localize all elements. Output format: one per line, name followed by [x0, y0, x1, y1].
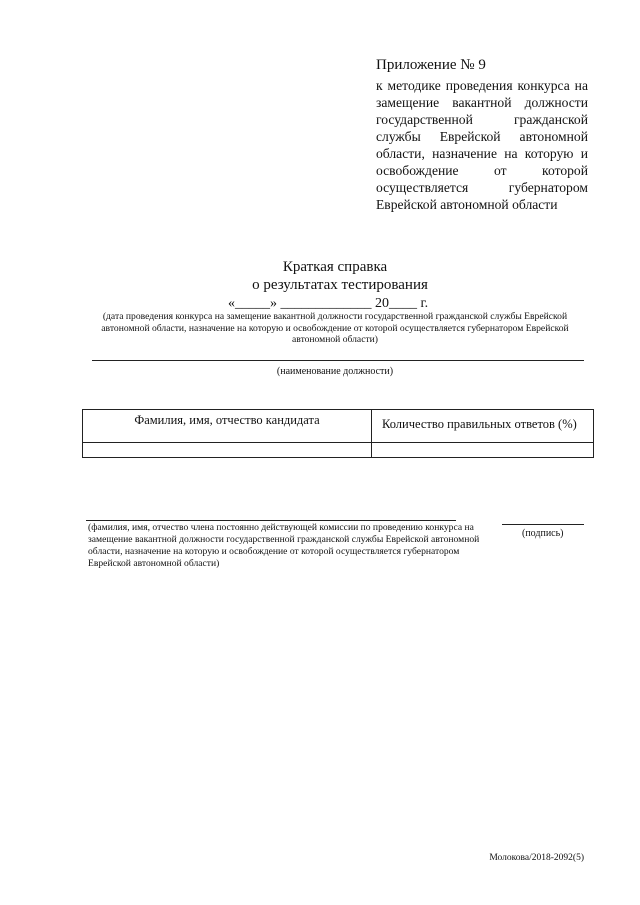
date-caption: (дата проведения конкурса на замещение вакантной должности государственной гражданской службы Еврейской автономной области, назначение на которую и освобождение от которой осуществляется губернатором Еврейской автономной области) — [101, 311, 569, 345]
results-table — [82, 409, 594, 458]
date-field: «_____» _____________ 20____ г. — [228, 296, 429, 311]
cell-correct-answers — [372, 443, 594, 458]
cell-candidate-name — [83, 443, 372, 458]
commission-caption: (фамилия, имя, отчество члена постоянно действующей комиссии по проведению конкурса на замещение вакантной должности государственной гражданской службы Еврейской автономной области, назначение на которую и освобождение от которой осуществляется губернатором Еврейской автономной области) — [88, 522, 480, 569]
annex-body: к методике проведения конкурса на замещение вакантной должности государственной гражданской службы Еврейской автономной области, назначение на которую и освобождение от которой осуществляется губернатором Еврейской автономной области — [376, 78, 588, 212]
header-candidate-name: Фамилия, имя, отчество кандидата — [83, 410, 372, 443]
table-row — [83, 443, 594, 458]
position-caption-wrap — [0, 366, 640, 378]
commission-member-underline — [86, 520, 456, 521]
document-title — [0, 258, 640, 294]
title-line-2: о результатах тестирования — [252, 277, 428, 293]
title-line-1: Краткая справка — [282, 259, 388, 275]
position-underline — [92, 360, 584, 361]
signature-underline — [502, 524, 584, 525]
position-caption: (наименование должности) — [276, 366, 394, 377]
header-correct-answers: Количество правильных ответов (%) — [372, 410, 594, 443]
annex-title: Приложение № 9 — [376, 57, 486, 73]
annex-block — [376, 56, 588, 213]
table-header-row — [83, 410, 594, 443]
signature-caption: (подпись) — [522, 528, 564, 539]
document-code: Молокова/2018-2092(5) — [489, 853, 584, 863]
